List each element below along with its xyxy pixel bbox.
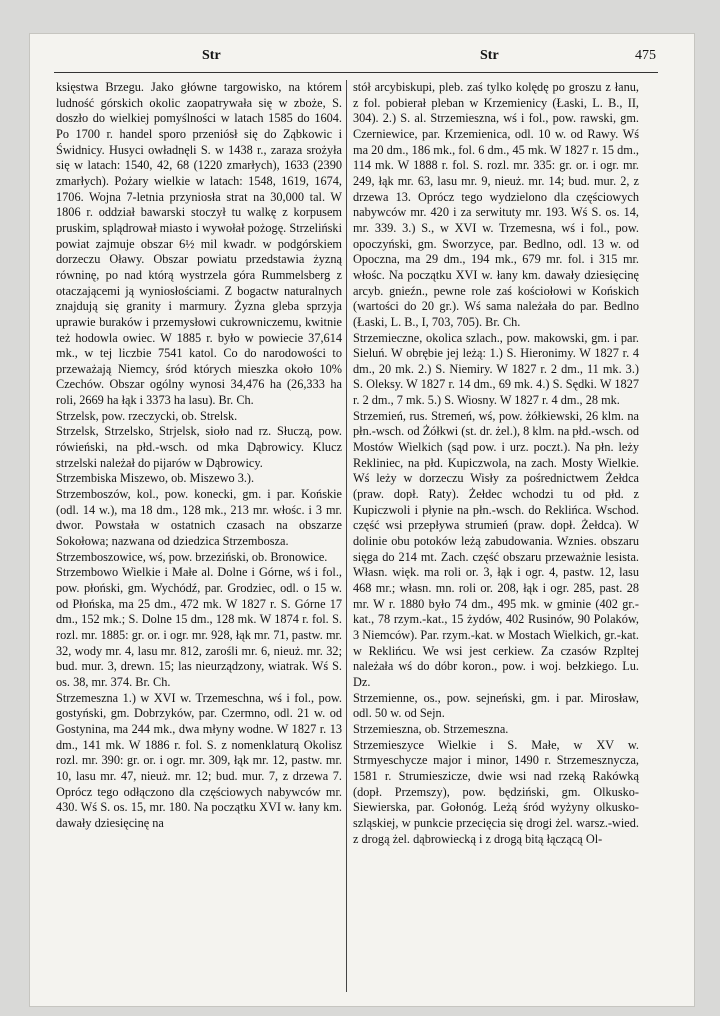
book-page [30,34,694,1006]
entry-text: Strzemboszowice, wś, pow. brzeziński, ob. Bronowice. [56,549,328,564]
entry-text: Strzemienne, os., pow. sejneński, gm. i par. Mirosław, odl. 50 w. od Sejn. [353,690,639,721]
entry-text: Strzelsk, Strzelsko, Strjelsk, sioło nad rz. Słuczą, pow. rówieński, na płd.-wsch. od mka Dąbrowicy. Klucz strzelski należał do pijarów w Dąbrowicy. [56,424,342,470]
entry-text: Strzembowo Wielkie i Małe al. Dolne i Górne, wś i fol., pow. płoński, gm. Wychódź, par. Grodziec, odl. o 15 w. od Płońska, ma 25 dm., 472 mk. W 1827 r. S. Górne 17 dm., 152 mk.; S. Dolne 15 dm., 128 mk. W 1874 r. fol. S. rozl. mr. 1885: gr. or. i ogr. mr. 928, łąk mr. 71, pastw. mr. 32, wody mr. 4, lasu mr. 812, zarośli mr. 6, nieuż. mr. 32; bud. mur. 3, drewn. 15; las nieurządzony, wiatrak. Wś S. os. 38, mr. 374. Br. Ch. [56,565,342,689]
entry-text: Strzelsk, pow. rzeczycki, ob. Strelsk. [56,408,238,423]
entry-text: Strzemboszów, kol., pow. konecki, gm. i par. Końskie (odl. 14 w.), ma 18 dm., 128 mk., 213 mr. włośc. i 3 mr. dwor. Powstała w ostatnich czasach na obszarze Sokołowa; nazwana od dziedzica Strzembosza. [56,487,342,549]
entry-text: Strzemień, rus. Stremeń, wś, pow. żółkiewski, 26 klm. na płn.-wsch. od Żółkwi (st. dr. żel.), 8 klm. na płd.-wsch. od Mostów Wielkich (sąd pow. i urz. poczt.). Na płn. leży Rekliniec, na płd. Kupiczwola, na zach. Mosty Wielkie. Wś leży w dorzeczu Wisły za pośrednictwem Żełdca (praw. dopł. Raty). Żełdec wchodzi tu od płd. z Kupiczwoli i płynie na płn.-wsch. do Reklińca. Wschod. część wsi przepływa strumień (praw. dopł. Żełdca). W dolinie obu potoków leżą zabudowania. Wznies. obszaru sięga do 214 mt. Zach. część obszaru przeważnie lesista. Własn. więk. ma roli or. 3, łąk i ogr. 4, pastw. 12, lasu 468 mr.; własn. mn. roli or. 208, łąk i ogr. 285, past. 28 mr. W r. 1880 było 74 dm., 495 mk. w gminie (402 gr.-kat., 78 rzym.-kat., 15 żydów, 402 Rusinów, 90 Polaków, 3 Niemców). Par. rzym.-kat. w Mostach Wielkich, gr.-kat. w Reklińcu. We wsi jest cerkiew. Za czasów Rzpltej należała wś do dóbr koron., pow. i woj. bełzkiego. Lu. Dz. [353,408,639,689]
entry-text: Strzemieczne, okolica szlach., pow. makowski, gm. i par. Sieluń. W obrębie jej leżą: 1.) S. Hieronimy. W 1827 r. 4 dm., 20 mk. 2.) S. Niemiry. W 1827 r. 2 dm., 11 mk. 3.) S. Oleksy. W 1827 r. 14 dm., 69 mk. 4.) S. Sędki. W 1827 r. 2 dm., 7 mk. 5.) S. Wiosny. W 1827 r. 4 dm., 28 mk. [353,330,639,408]
page-number: 475 [635,48,656,63]
entry-text: Strzembiska Miszewo, ob. Miszewo 3.). [56,471,255,486]
left-column [56,80,342,992]
running-head-right: Str [480,48,499,63]
right-column [353,80,639,992]
column-divider [346,80,347,992]
header-rule [54,72,658,73]
entry-text: Strzemeszna 1.) w XVI w. Trzemeschna, wś i fol., pow. gostyński, gm. Dobrzyków, par. Czermno, odl. 21 w. od Gostynina, ma 244 mk., dwa młyny wodne. W 1827 r. 13 dm., 141 mk. W 1886 r. fol. S. z nomenklaturą Okolisz rozl. mr. 390: gr. or. i ogr. mr. 309, łąk mr. 12, pastw. mr. 10, lasu mr. 47, nieuż. mr. 12; bud. mur. 7, z drzewa 7. Oprócz tego odłączono dla częściowych nabywców mr. 430. Wś S. os. 15, mr. 180. Na początku XVI w. łany km. dawały dziesięcinę na [56,690,342,830]
entry-text: stół arcybiskupi, pleb. zaś tylko kolędę po groszu z łanu, z fol. pobierał pleban w Krzemienicy (Łaski, L. B., II, 304). 2.) S. al. Strzemieszna, wś i fol., pow. rawski, gm. Czerniewice, par. Krzemienica, odl. 10 w. od Rawy. Wś ma 20 dm., 186 mk., fol. 6 dm., 45 mk. W 1827 r. 15 dm., 114 mk. W 1888 r. fol. S. rozl. mr. 335: gr. or. i ogr. mr. 249, łąk mr. 63, lasu mr. 9, nieuż. mr. 14; bud. mur. 2, z drzewa 13. Oprócz tego wydzielono dla częściowych nabywców mr. 420 i za serwituty mr. 193. Wś S. os. 14, mr. 339. 3.) S., w XVI w. Trzemesna, wś i fol., pow. opoczyński, gm. Sworzyce, par. Bedlno, odl. 13 w. od Opoczna, ma 29 dm., 194 mk., 679 mr. fol. i 315 mr. włośc. Na początku XVI w. łany km. dawały dziesięcinę arcyb. gnieźn., pewne role zaś kościołowi w Końskich (wartości do 20 gr.). Wś sama należała do par. Bedlno (Łaski, L. B., I, 703, 705). Br. Ch. [353,80,639,329]
entry-text: Strzemieszna, ob. Strzemeszna. [353,721,509,736]
entry-text: księstwa Brzegu. Jako główne targowisko, na którem ludność górskich okolic zaopatrywała się w zboże, S. doszło do wielkiej pomyślności w latach 1585 do 1604. Po 1700 r. handel sporo przeniósł się do Ząbkowic i Świdnicy. Husyci owładnęli S. w 1438 r., zaraza srożyła się w latach: 1540, 42, 68 (1220 zmarłych), 1633 (2390 zmarłych). Pożary wielkie w latach: 1548, 1619, 1674, 1706. Wojna 7-letnia przyniosła strat na 30,000 tal. W 1806 r. oddział bawarski stoczył tu walkę z korpusem pruskim, splądrował miasto i wywołał pożogę. Strzeliński powiat zajmuje obszar 6½ mil kwadr. w podgórskiem dorzeczu Oławy. Obszar powiatu przedstawia żyzną równinę, po nad którą wystrzela góra Rummelsberg z otaczającemi ją wyniosłościami. Z bogactw naturalnych znajdują się granity i marmury. Żyzna gleba sprzyja uprawie buraków i przemysłowi cukrowniczemu, kwitnie też hodowla owiec. W 1885 r. było w powiecie 37,614 mk., w tej liczbie 7541 katol. Co do narodowości to przeważają Niemcy, śród których mieszka około 10% Czechów. Obszar ogólny wynosi 34,476 ha (26,333 ha roli, 2669 ha łąk i 3373 ha lasu). Br. Ch. [56,80,342,408]
page-header [30,44,694,68]
entry-text: Strzemieszyce Wielkie i S. Małe, w XV w. Strmyeschycze major i minor, 1490 r. Strzemesznycza, 1581 r. Strumieszicze, dwie wsi nad rzeką Rakówką (dopł. Przemszy), pow. będziński, gm. Olkusko-Siewierska, par. Gołonóg. Leżą śród wyżyny olkusko-szląskiej, w punkcie przecięcia się drogi żel. warsz.-wied. z drogą żel. dąbrowiecką i z drogą bitą łączącą Ol- [353,737,639,846]
running-head-left: Str [202,48,221,63]
